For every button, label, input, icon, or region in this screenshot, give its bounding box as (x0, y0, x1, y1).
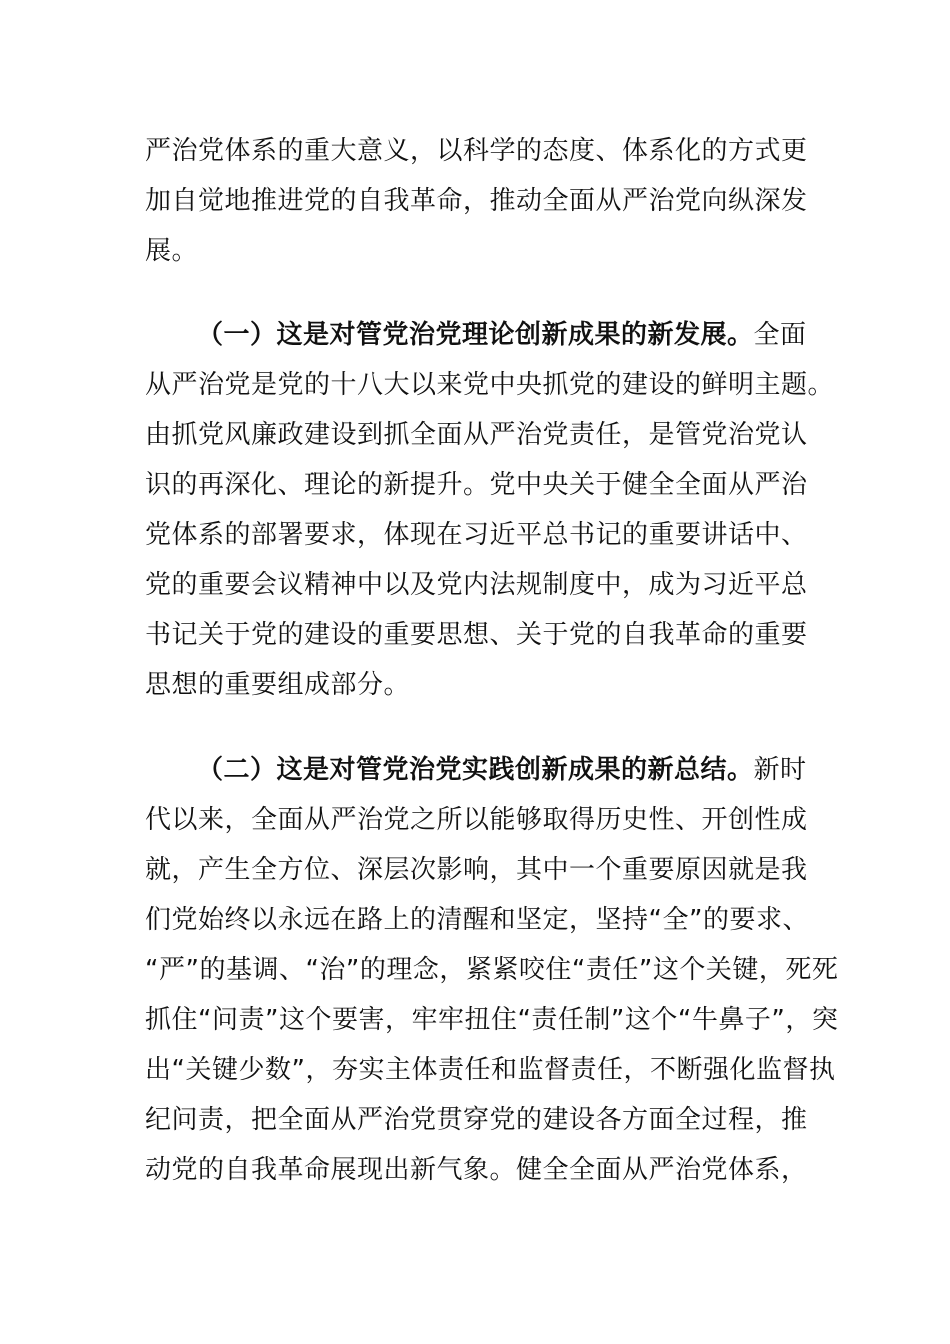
text-line: 加自觉地推进党的自我革命，推动全面从严治党向纵深发 (145, 186, 808, 216)
section-1-heading: （一）这是对管党治党理论创新成果的新发展。 (197, 320, 754, 350)
text-line: 出“关键少数”，夯实主体责任和监督责任，不断强化监督执 (145, 1055, 836, 1085)
text-line: 识的再深化、理论的新提升。党中央关于健全全面从严治 (145, 470, 808, 500)
text-line: 动党的自我革命展现出新气象。健全全面从严治党体系， (145, 1155, 808, 1185)
section-2-paragraph (145, 745, 839, 1195)
section-2-first-line (145, 745, 805, 795)
section-1-first-line-rest: 全面 (753, 320, 807, 350)
text-line: 代以来，全面从严治党之所以能够取得历史性、开创性成 (145, 805, 808, 835)
text-line: 严治党体系的重大意义，以科学的态度、体系化的方式更 (145, 136, 808, 166)
text-line: 就，产生全方位、深层次影响，其中一个重要原因就是我 (145, 855, 808, 885)
section-2-heading: （二）这是对管党治党实践创新成果的新总结。 (197, 755, 754, 785)
text-line: 思想的重要组成部分。 (145, 670, 411, 700)
text-line: 展。 (145, 236, 199, 266)
text-line: “严”的基调、“治”的理念，紧紧咬住“责任”这个关键，死死 (145, 955, 839, 985)
text-line: 党体系的部署要求，体现在习近平总书记的重要讲话中、 (145, 520, 808, 550)
text-line: 们党始终以永远在路上的清醒和坚定，坚持“全”的要求、 (145, 905, 809, 935)
intro-paragraph (145, 126, 808, 276)
section-1-first-line (145, 310, 805, 360)
text-line: 从严治党是党的十八大以来党中央抓党的建设的鲜明主题。 (145, 370, 835, 400)
text-line: 由抓党风廉政建设到抓全面从严治党责任，是管党治党认 (145, 420, 808, 450)
section-2-first-line-rest: 新时 (753, 755, 807, 785)
section-1-paragraph (145, 310, 835, 710)
text-line: 书记关于党的建设的重要思想、关于党的自我革命的重要 (145, 620, 808, 650)
text-line: 抓住“问责”这个要害，牢牢扭住“责任制”这个“牛鼻子”，突 (145, 1005, 839, 1035)
text-line: 党的重要会议精神中以及党内法规制度中，成为习近平总 (145, 570, 808, 600)
text-line: 纪问责，把全面从严治党贯穿党的建设各方面全过程，推 (145, 1105, 808, 1135)
